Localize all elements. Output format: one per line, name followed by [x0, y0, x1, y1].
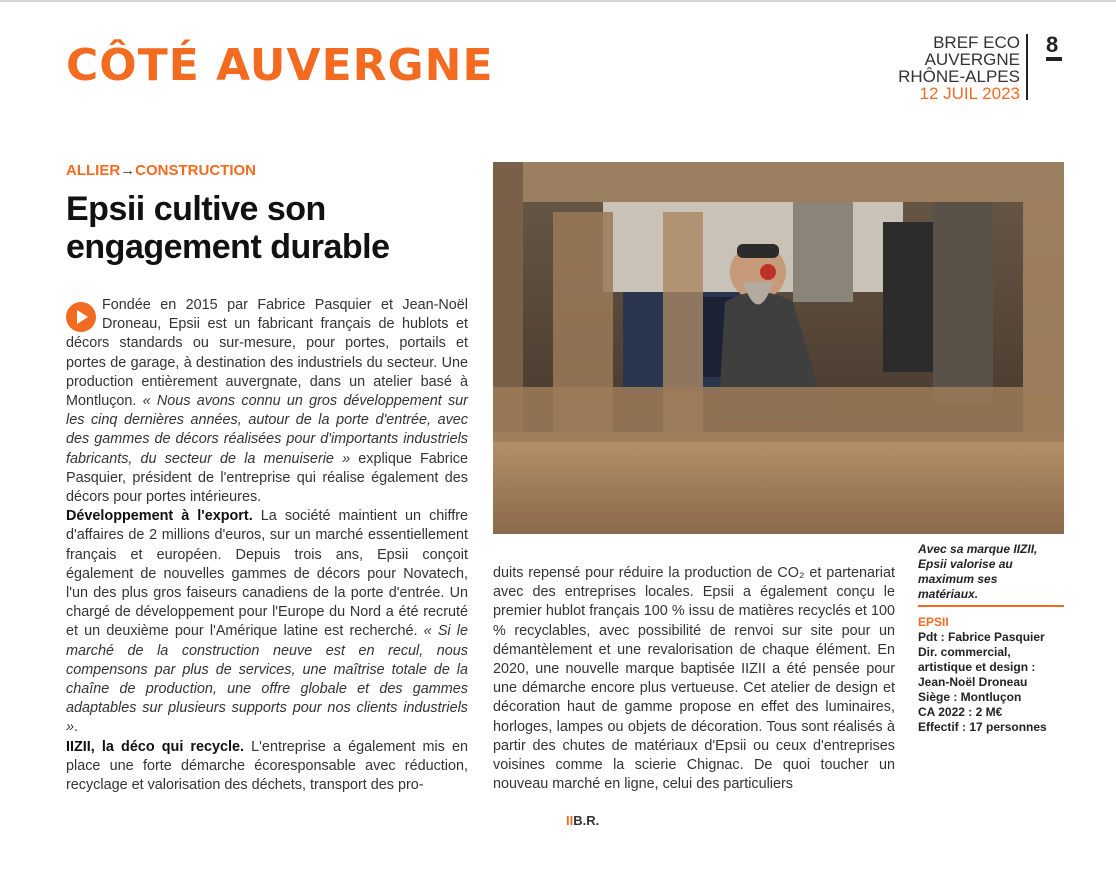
headline-line1: Epsii cultive son	[66, 190, 326, 228]
play-icon	[66, 302, 96, 332]
article-paragraph-1	[66, 296, 468, 507]
factbox-title: EPSII	[918, 615, 949, 629]
article-kicker	[66, 162, 256, 179]
page-number-bar	[1046, 57, 1062, 61]
p1-text: Fondée en 2015 par Fabrice Pasquier et Jean-Noël Droneau, Epsii est un fabricant français de hublots et décors standards ou sur-mesure, pour portes, portails et portes de garage, à destination des industriels du secteur. Une production entièrement auvergnate, dans un atelier basé à Montluçon.	[66, 297, 468, 410]
factbox-headquarters: Siège : Montluçon	[918, 690, 1022, 704]
masthead	[898, 34, 1020, 102]
p2-text: La société maintient un chiffre d'affaires de 2 millions d'euros, sur un marché essentiellement français et européen. Depuis trois ans, Epsii conçoit également de nouvelles gammes de décors pour Novatech, l'un des plus gros faiseurs canadiens de la porte d'entrée. Un chargé de développement pour l'Europe du Nord a été recruté et un deuxième pour l'Amérique latine est recherché.	[66, 508, 468, 640]
factbox-president: Pdt : Fabrice Pasquier	[918, 630, 1045, 644]
p1-quote: « Nous avons connu un gros développement sur les cinq dernières années, autour de la porte d'entrée, avec des gammes de décors réalisées pour d'importants industriels fabricants, du secteur de la menuiserie »	[66, 393, 468, 467]
workshop-photo-image	[493, 162, 1064, 534]
p1-text-end: explique Fabrice Pasquier, président de l'entreprise qui réalise également des décors pour portes intérieures.	[66, 450, 468, 506]
article-paragraph-3-cont: duits repensé pour réduire la production de CO₂ et partenariat avec des entreprises locales. Epsii a également conçu le premier hublot français 100 % issu de matières recyclés et 100 % recyclables, avec possibilité de renvoi sur site pour un démantèlement et une revalorisation de chaque élément. En 2020, une nouvelle marque baptisée IIZII a été pensée pour une démarche encore plus vertueuse. Cet atelier de design et décoration haut de gamme propose en effet des luminaires, horloges, lampes ou objets de décoration. Tous sont réalisés à partir des chutes de matériaux d'Epsii ou ceux d'entreprises voisines comme la scierie Chignac. De quoi toucher un nouveau marché en ligne, celui des particuliers	[493, 565, 895, 793]
masthead-line3: RHÔNE-ALPES	[898, 67, 1020, 86]
signature-bars: II	[566, 813, 574, 828]
article-paragraph-2	[66, 507, 468, 737]
workshop-photo	[493, 162, 1064, 534]
headline-line2: engagement durable	[66, 228, 390, 266]
signature-initials: B.R.	[573, 813, 600, 828]
subhead-iizii: IIZII, la déco qui recycle.	[66, 738, 245, 755]
issue-date: 12 JUIL 2023	[919, 84, 1020, 103]
masthead-divider	[1026, 34, 1028, 100]
kicker-region: ALLIER	[66, 162, 121, 179]
subhead-export: Développement à l'export.	[66, 508, 253, 525]
article-paragraph-3	[66, 738, 468, 796]
top-rule	[0, 0, 1116, 2]
caption-divider	[918, 605, 1064, 607]
factbox-revenue: CA 2022 : 2 M€	[918, 705, 1003, 719]
masthead-line2: AUVERGNE	[924, 50, 1020, 69]
factbox-director: Dir. commercial, artistique et design : Jean-Noël Droneau	[918, 645, 1036, 689]
p2-end: .	[74, 719, 79, 736]
kicker-arrow-icon: →	[120, 162, 136, 179]
photo-caption: Avec sa marque IIZII, Epsii valorise au maximum ses matériaux.	[918, 542, 1038, 601]
p3-text: L'entreprise a également mis en place une forte démarche écoresponsable avec réduction, recyclage et valorisation des déchets, transport des pro-	[66, 738, 469, 794]
article-headline	[66, 190, 486, 266]
article-column-right	[493, 564, 895, 794]
masthead-line1: BREF ECO	[933, 33, 1020, 52]
section-title: CÔTÉ AUVERGNE	[66, 40, 494, 91]
p2-quote: « Si le marché de la construction neuve est en recul, nous compensons par plus de services, une maîtrise totale de la chaîne de production, une offre globale et des gammes adaptables sur plusieurs supports pour nos clients industriels »	[66, 623, 468, 736]
company-factbox	[918, 615, 1064, 735]
author-signature	[566, 813, 599, 828]
factbox-headcount: Effectif : 17 personnes	[918, 720, 1047, 734]
article-column-left	[66, 296, 468, 795]
kicker-topic: CONSTRUCTION	[135, 162, 256, 179]
page-number: 8	[1046, 32, 1059, 57]
